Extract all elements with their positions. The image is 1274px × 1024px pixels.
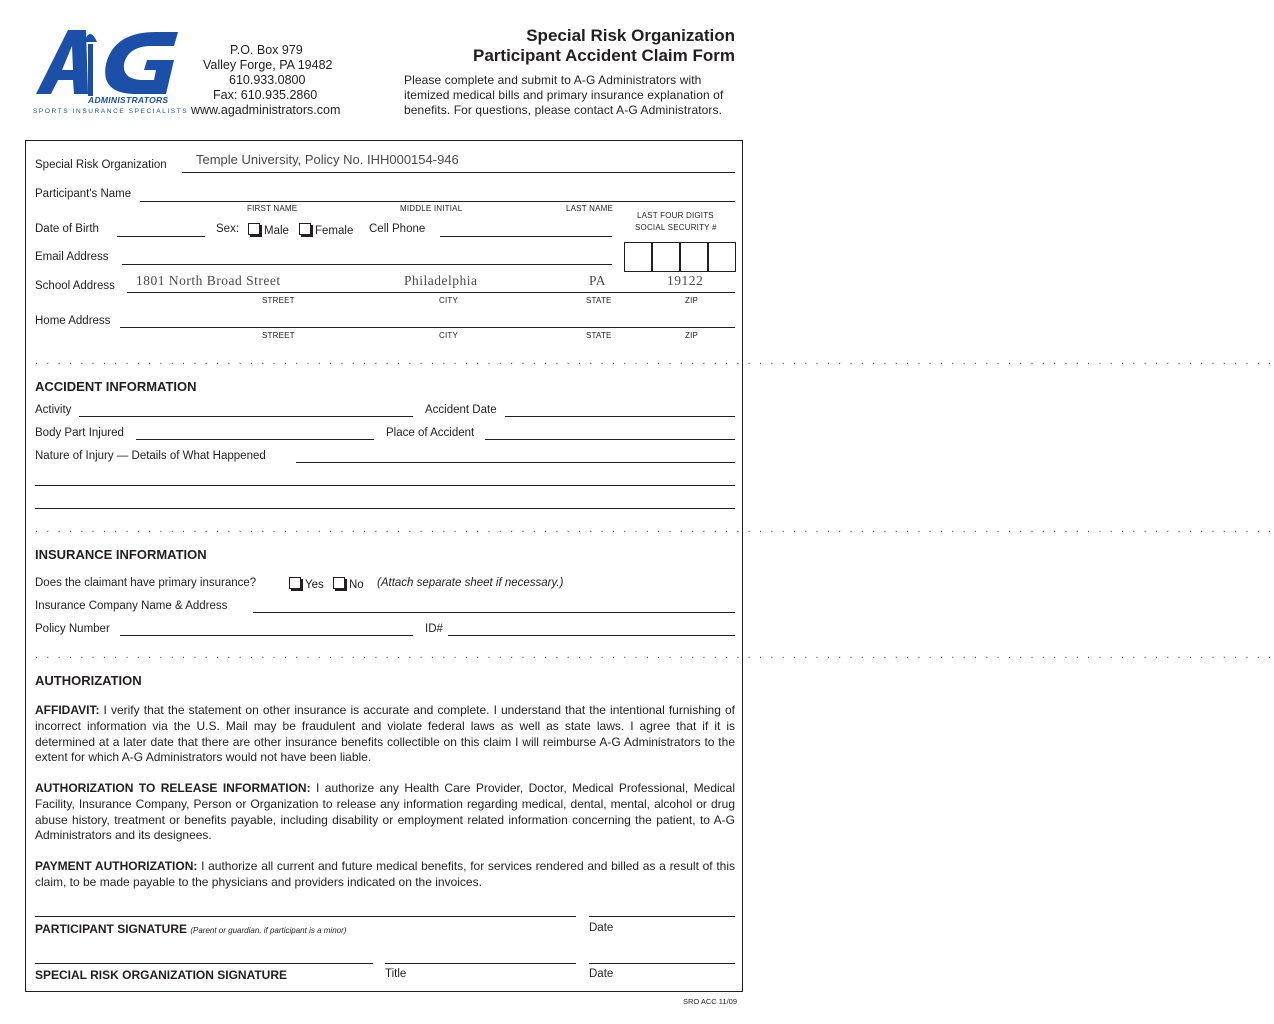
authorization-heading: AUTHORIZATION <box>35 673 142 688</box>
org-signature-label: SPECIAL RISK ORGANIZATION SIGNATURE <box>35 968 288 982</box>
insurance-company-label: Insurance Company Name & Address <box>35 600 228 612</box>
participant-signature-line[interactable] <box>35 916 576 917</box>
insurance-no-label: No <box>349 579 364 591</box>
ssn-caption-1: LAST FOUR DIGITS <box>637 211 714 220</box>
female-label: Female <box>315 225 354 237</box>
insurance-company-field[interactable] <box>253 612 735 613</box>
org-signature-line[interactable] <box>35 963 373 964</box>
female-checkbox[interactable] <box>299 223 311 235</box>
logo-subtitle: SPORTS INSURANCE SPECIALISTS <box>33 108 189 115</box>
school-street-caption: STREET <box>262 296 295 305</box>
participant-date-label: Date <box>589 922 614 934</box>
release-text: I authorize any Health Care Provider, Doctor, Medical Professional, Medical Facility, Insurance Company, Person or Organization to release any information regarding medical, dental, mental, alcohol or drug abuse history, treatment or benefits payable, including disability or employment related information concerning the patient, to A-G Administrators and its designees. <box>35 781 735 843</box>
id-label: ID# <box>425 623 443 635</box>
participant-name-label: Participant's Name <box>35 188 132 200</box>
middle-initial-caption: MIDDLE INITIAL <box>400 204 463 213</box>
sex-label: Sex: <box>216 223 240 235</box>
title-label: Title <box>385 968 407 980</box>
home-address-field[interactable] <box>120 327 735 328</box>
nature-of-injury-label: Nature of Injury — Details of What Happened <box>35 450 266 462</box>
male-checkbox[interactable] <box>248 223 260 235</box>
school-state-value: PA <box>589 273 607 288</box>
school-zip-caption: ZIP <box>685 296 699 305</box>
contact-city: Valley Forge, PA 19482 <box>203 58 333 72</box>
school-city-value: Philadelphia <box>404 273 478 288</box>
cell-phone-field[interactable] <box>440 236 612 237</box>
school-address-label: School Address <box>35 280 115 292</box>
school-city-caption: CITY <box>439 296 459 305</box>
home-state-caption: STATE <box>586 331 612 340</box>
contact-website: www.agadministrators.com <box>191 103 341 117</box>
contact-pobox: P.O. Box 979 <box>230 43 303 57</box>
payment-text: I authorize all current and future medical benefits, for services rendered and billed as a result of this claim, to be made payable to the physicians and providers indicated on the invoices. <box>35 859 735 889</box>
form-title-line1: Special Risk Organization <box>526 26 735 45</box>
form-code: SRO ACC 11/09 <box>682 997 737 1006</box>
org-date-line[interactable] <box>589 963 735 964</box>
nature-of-injury-field[interactable] <box>296 462 735 463</box>
ag-logo <box>28 24 189 120</box>
payment-label: PAYMENT AUTHORIZATION: <box>35 859 198 873</box>
insurance-yes-checkbox[interactable] <box>289 577 301 589</box>
contact-phone: 610.933.0800 <box>229 73 306 87</box>
participant-name-field[interactable] <box>140 201 735 202</box>
ssn-digit-box-1[interactable] <box>624 242 652 272</box>
male-option[interactable] <box>248 223 289 237</box>
form-title-line2: Participant Accident Claim Form <box>473 46 735 65</box>
section-divider-3: . . . . . . . . . . . . . . . . . . . . . . . . . . . . . . . . . . . . . . . . . . . . . . . . . . . . . . . . . . . . . . . . . . . . . . . . . . . . . . . . . . . . . . . . . . . . . . . . . . . . . . . . . . . . . . <box>35 649 1274 661</box>
cell-phone-label: Cell Phone <box>369 223 426 235</box>
home-zip-caption: ZIP <box>685 331 699 340</box>
school-state-caption: STATE <box>586 296 612 305</box>
primary-insurance-question: Does the claimant have primary insurance? <box>35 577 257 589</box>
insurance-no-checkbox[interactable] <box>333 577 345 589</box>
participant-date-line[interactable] <box>589 916 735 917</box>
home-city-caption: CITY <box>439 331 459 340</box>
payment-paragraph <box>35 859 735 891</box>
first-name-caption: FIRST NAME <box>247 204 298 213</box>
nature-of-injury-line-3[interactable] <box>35 508 735 509</box>
org-date-label: Date <box>589 968 614 980</box>
insurance-heading: INSURANCE INFORMATION <box>35 547 207 562</box>
female-option[interactable] <box>299 223 353 237</box>
place-of-accident-field[interactable] <box>485 439 735 440</box>
insurance-yes-option[interactable] <box>289 577 324 591</box>
release-paragraph <box>35 781 735 844</box>
policy-number-field[interactable] <box>120 635 413 636</box>
affidavit-paragraph <box>35 703 735 766</box>
contact-fax: Fax: 610.935.2860 <box>213 88 318 102</box>
instructions-line3: benefits. For questions, please contact A-G Administrators. <box>404 103 723 117</box>
body-part-field[interactable] <box>136 439 374 440</box>
home-street-caption: STREET <box>262 331 295 340</box>
accident-date-label: Accident Date <box>425 404 497 416</box>
nature-of-injury-line-2[interactable] <box>35 485 735 486</box>
insurance-no-option[interactable] <box>333 577 364 591</box>
release-label: AUTHORIZATION TO RELEASE INFORMATION: <box>35 781 311 795</box>
section-divider-1: . . . . . . . . . . . . . . . . . . . . . . . . . . . . . . . . . . . . . . . . . . . . . . . . . . . . . . . . . . . . . . . . . . . . . . . . . . . . . . . . . . . . . . . . . . . . . . . . . . . . . . . . . . . . . . <box>35 355 1274 367</box>
ssn-digit-box-2[interactable] <box>652 242 680 272</box>
body-part-label: Body Part Injured <box>35 427 124 439</box>
org-value: Temple University, Policy No. IHH000154-946 <box>196 152 459 167</box>
policy-number-label: Policy Number <box>35 623 110 635</box>
dob-field[interactable] <box>117 236 205 237</box>
email-label: Email Address <box>35 251 109 263</box>
id-field[interactable] <box>448 635 735 636</box>
logo-tagline: ADMINISTRATORS <box>88 95 169 105</box>
org-label: Special Risk Organization <box>35 159 167 171</box>
accident-date-field[interactable] <box>505 416 735 417</box>
title-line[interactable] <box>385 963 576 964</box>
activity-label: Activity <box>35 404 72 416</box>
accident-heading: ACCIDENT INFORMATION <box>35 379 197 394</box>
ssn-caption-2: SOCIAL SECURITY # <box>635 223 717 232</box>
activity-field[interactable] <box>79 416 413 417</box>
org-field[interactable] <box>182 172 735 173</box>
section-divider-2: . . . . . . . . . . . . . . . . . . . . . . . . . . . . . . . . . . . . . . . . . . . . . . . . . . . . . . . . . . . . . . . . . . . . . . . . . . . . . . . . . . . . . . . . . . . . . . . . . . . . . . . . . . . . . . <box>35 523 1274 535</box>
school-zip-value: 19122 <box>667 273 704 288</box>
participant-signature-title: PARTICIPANT SIGNATURE <box>35 922 187 936</box>
insurance-note: (Attach separate sheet if necessary.) <box>377 577 564 589</box>
instructions-line1: Please complete and submit to A-G Administrators with <box>404 73 702 87</box>
place-of-accident-label: Place of Accident <box>386 427 475 439</box>
ssn-digit-box-4[interactable] <box>708 242 736 272</box>
ssn-digit-box-3[interactable] <box>680 242 708 272</box>
dob-label: Date of Birth <box>35 223 99 235</box>
participant-signature-note: (Parent or guardian, if participant is a minor) <box>190 926 347 935</box>
last-name-caption: LAST NAME <box>566 204 613 213</box>
home-address-label: Home Address <box>35 315 111 327</box>
affidavit-text: I verify that the statement on other insurance is accurate and complete. I understand that the intentional furnishing of incorrect information via the U.S. Mail may be fraudulent and violate federal laws as well as state laws. I agree that if it is determined at a later date that there are other insurance benefits collectible on this claim I will reimburse A-G Administrators to the extent for which A-G Administrators would not have been liable. <box>35 703 735 765</box>
school-address-field[interactable] <box>127 292 735 293</box>
school-street-value: 1801 North Broad Street <box>136 273 281 288</box>
ag-logo-graphic <box>28 24 180 120</box>
insurance-yes-label: Yes <box>305 579 324 591</box>
instructions-line2: itemized medical bills and primary insurance explanation of <box>404 88 724 102</box>
male-label: Male <box>264 225 289 237</box>
participant-signature-label <box>35 922 346 936</box>
affidavit-label: AFFIDAVIT: <box>35 703 100 717</box>
email-field[interactable] <box>122 264 612 265</box>
